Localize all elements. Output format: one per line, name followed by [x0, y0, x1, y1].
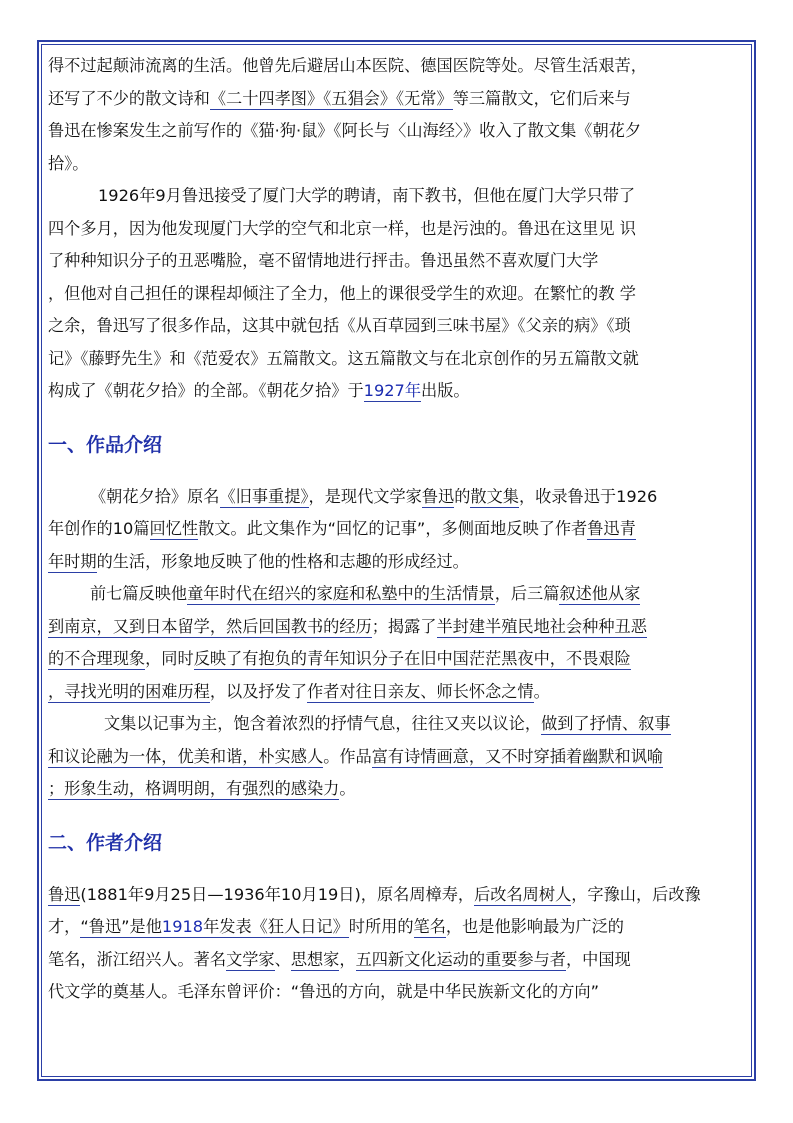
text-run: 《朝花夕拾》原名 [90, 486, 220, 506]
text-run: 前七篇反映他 [90, 584, 188, 603]
text-line [48, 310, 742, 343]
works-paragraph-1 [48, 481, 742, 579]
text-line [48, 773, 742, 806]
underlined-phrase: 年发表《狂人日记》 [203, 917, 349, 936]
underlined-phrase: 后改名周树人 [474, 884, 572, 904]
underlined-phrase: “鲁迅”是他 [80, 917, 162, 936]
underlined-phrase: ，寻找光明的困难历程 [48, 681, 210, 701]
text-line [48, 481, 742, 514]
text-run: 记》《藤野先生》和《范爱农》五篇散文。这五篇散文与在北京创作的另五篇散文就 [48, 348, 639, 368]
text-run: 。 [339, 779, 356, 798]
underlined-phrase: 思想家 [290, 949, 340, 969]
text-run: 的生活，形象地反映了他的性格和志趣的形成经过。 [96, 551, 469, 571]
underlined-phrase: 的不合理现象 [48, 649, 146, 668]
text-run: 还写了不少的散文诗和 [48, 88, 210, 108]
text-run: 、 [274, 949, 291, 969]
text-run: 的 [454, 486, 471, 506]
text-line [48, 375, 742, 408]
text-run: ，后三篇 [494, 584, 560, 603]
text-run: 等三篇散文，它们后来与 [452, 88, 631, 108]
text-line [48, 213, 742, 246]
underlined-phrase: ；形象生动，格调明朗，有强烈的感染力 [48, 779, 340, 798]
text-run: 得不过起颠沛流离的生活。他曾先后避居山本医院、德国医院等处。尽管生活艰苦， [48, 56, 647, 75]
text-run: ；揭露了 [371, 616, 437, 636]
underlined-phrase: 《二十四孝图》《五猖会》《无常》 [209, 88, 453, 108]
underlined-phrase: 童年时代在绍兴的家庭和私塾中的生活情景 [187, 584, 495, 603]
text-run: 1926年9月鲁迅接受了厦门大学的聘请，南下教书，但他在厦门大学只带了 [98, 186, 636, 205]
text-line [48, 546, 742, 579]
text-line [48, 976, 742, 1009]
text-line [48, 180, 742, 213]
underlined-phrase: 半封建半殖民地社会种种丑恶 [436, 616, 647, 636]
text-run: 才， [48, 917, 81, 936]
underlined-phrase: 五四新文化运动的重要参与者 [355, 949, 566, 969]
text-line [48, 879, 742, 912]
document-body [48, 50, 742, 1009]
text-run: ，同时 [145, 649, 194, 668]
underlined-phrase: 和议论融为一体，优美和谐，朴实感人 [48, 746, 324, 766]
text-run: 。作品 [323, 746, 372, 766]
underlined-phrase: 文学家 [226, 949, 275, 969]
text-line [48, 643, 742, 676]
text-line [48, 741, 742, 774]
text-run: 四个多月，因为他发现厦门大学的空气和北京一样，也是污浊的。鲁迅在这里见 识 [48, 218, 636, 238]
underlined-phrase: 鲁迅 [48, 884, 81, 904]
xiamen-paragraph [48, 180, 742, 408]
text-line [48, 245, 742, 278]
spacer [48, 806, 742, 823]
text-line [48, 343, 742, 376]
text-run: 了种种知识分子的丑恶嘴脸，毫不留情地进行抨击。鲁迅虽然不喜欢厦门大学 [48, 251, 599, 270]
text-line [48, 944, 742, 977]
works-paragraph-3 [48, 708, 742, 806]
spacer [48, 408, 742, 425]
text-run: ，中国现 [566, 949, 631, 969]
text-line [48, 278, 742, 311]
text-line [48, 115, 742, 148]
underlined-phrase: 回忆性 [149, 519, 199, 538]
text-run: 笔名，浙江绍兴人。著名 [48, 949, 227, 969]
text-line [48, 50, 742, 83]
underlined-phrase: 到南京，又到日本留学，然后回国教书的经历 [48, 616, 372, 636]
text-line [48, 513, 742, 546]
text-line [48, 708, 742, 741]
text-run: 文集以记事为主，饱含着浓烈的抒情气息，往往又夹以议论， [104, 714, 542, 733]
underlined-phrase: 作者对往日亲友、师长怀念之情 [307, 681, 534, 701]
text-line [48, 911, 742, 944]
text-run: 代文学的奠基人。毛泽东曾评价：“鲁迅的方向，就是中华民族新文化的方向” [48, 982, 599, 1001]
text-run: 之余，鲁迅写了很多作品，这其中就包括《从百草园到三味书屋》《父亲的病》《琐 [48, 316, 631, 335]
spacer [48, 465, 742, 481]
underlined-phrase: 鲁迅 [421, 486, 455, 506]
underlined-phrase: 鲁迅青 [587, 519, 636, 538]
underlined-phrase: 叙述他从家 [559, 584, 641, 603]
text-run: 构成了《朝花夕拾》的全部。《朝花夕拾》于 [48, 381, 364, 400]
text-run: (1881年9月25日—1936年10月19日)，原名周樟寿， [80, 884, 475, 904]
spacer [48, 863, 742, 879]
underlined-phrase: 做到了抒情、叙事 [541, 714, 671, 733]
underlined-phrase: 笔名 [413, 917, 446, 936]
text-run: 鲁迅在惨案发生之前写作的《猫·狗·鼠》《阿长与〈山海经〉》收入了散文集《朝花夕 [48, 121, 642, 140]
text-run: 拾》。 [48, 153, 89, 173]
author-paragraph [48, 879, 742, 1009]
underlined-phrase: 1918 [161, 917, 204, 936]
intro-paragraph [48, 50, 742, 180]
text-line [48, 611, 742, 644]
text-run: ，但他对自己担任的课程却倾注了全力，他上的课很受学生的欢迎。在繁忙的教 学 [48, 283, 636, 303]
text-run: 年创作的10篇 [48, 519, 150, 538]
text-line [48, 676, 742, 709]
text-run: ，也是他影响最为广泛的 [445, 917, 624, 936]
text-run: ，字豫山，后改豫 [571, 884, 701, 904]
text-run: 出版。 [421, 381, 470, 400]
underlined-phrase: 散文集 [470, 486, 519, 506]
text-line [48, 83, 742, 116]
works-paragraph-2 [48, 578, 742, 708]
text-run: ， [339, 949, 356, 969]
text-line [48, 148, 742, 181]
underlined-phrase: 《旧事重提》 [219, 486, 309, 506]
text-run: 散文。此文集作为“回忆的记事”，多侧面地反映了作者 [198, 519, 588, 538]
text-line [48, 578, 742, 611]
text-run: 。 [533, 681, 550, 701]
underlined-phrase: 年时期 [48, 551, 97, 571]
underlined-phrase: 1927年 [363, 381, 422, 400]
text-run: 时所用的 [348, 917, 414, 936]
text-run: ，收录鲁迅于1926 [518, 486, 658, 506]
section-heading-author: 二、作者介绍 [48, 831, 163, 854]
underlined-phrase: 反映了有抱负的青年知识分子在旧中国茫茫黑夜中，不畏艰险 [193, 649, 631, 668]
text-run: ，以及抒发了 [209, 681, 307, 701]
section-heading-works: 一、作品介绍 [48, 433, 163, 456]
text-run: ，是现代文学家 [308, 486, 422, 506]
underlined-phrase: 富有诗情画意，又不时穿插着幽默和讽喻 [371, 746, 664, 766]
